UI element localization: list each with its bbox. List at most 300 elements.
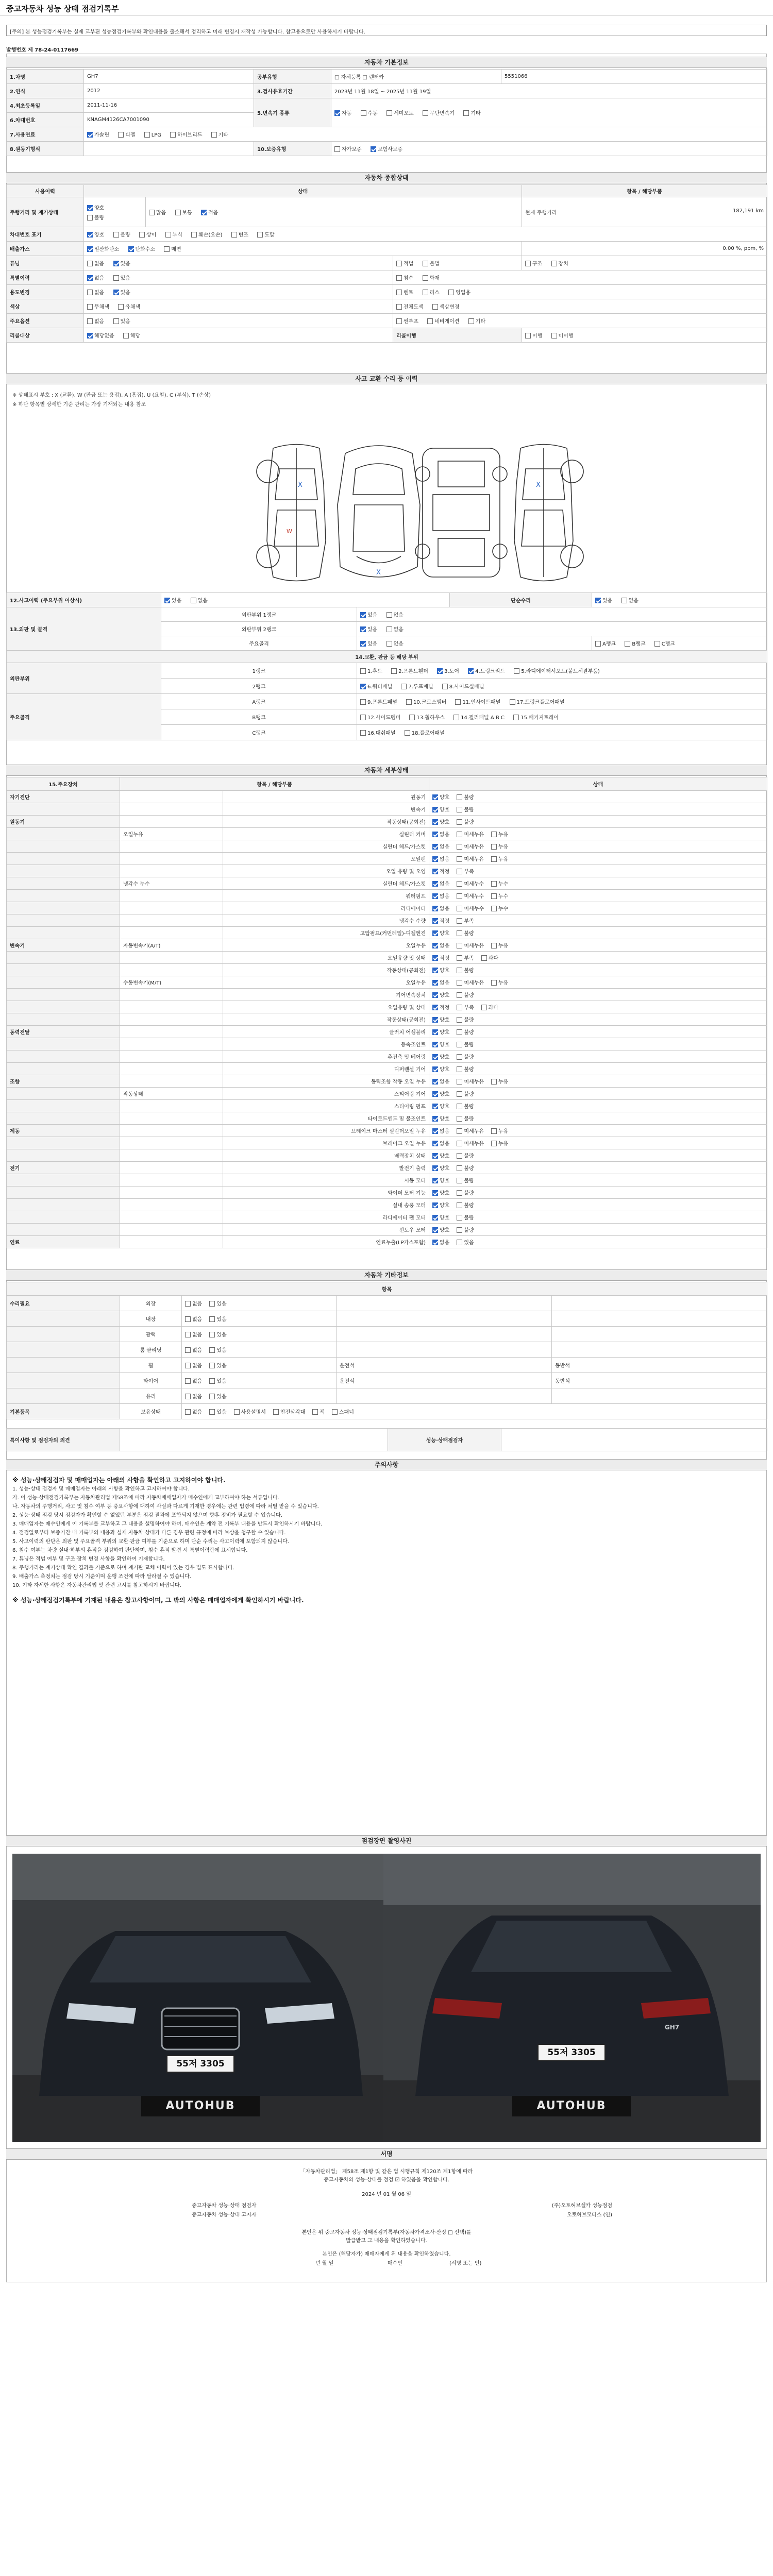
state-check[interactable] bbox=[457, 955, 462, 961]
state-check[interactable] bbox=[491, 881, 497, 887]
detail-part: 배력장치 상태 bbox=[223, 1149, 429, 1162]
state-check[interactable] bbox=[457, 1066, 462, 1072]
fuel-check-hybrid[interactable] bbox=[170, 132, 176, 138]
option-check-none[interactable] bbox=[87, 318, 93, 324]
detail-device bbox=[7, 902, 120, 914]
option-check-sunroof[interactable] bbox=[396, 318, 402, 324]
state-check[interactable] bbox=[432, 1066, 438, 1072]
frame-check-c[interactable] bbox=[654, 641, 660, 647]
mileage-check-few[interactable] bbox=[201, 210, 207, 215]
color-check-full-paint[interactable] bbox=[396, 304, 402, 310]
other-side-2: 동반석 bbox=[552, 1358, 767, 1373]
part-check-3[interactable] bbox=[437, 668, 443, 674]
mileage-check-normal[interactable] bbox=[175, 210, 181, 215]
other-option bbox=[185, 1394, 202, 1400]
state-check[interactable] bbox=[457, 856, 462, 862]
state-check[interactable] bbox=[457, 893, 462, 899]
part-check-8[interactable] bbox=[442, 684, 448, 689]
other-check[interactable] bbox=[185, 1316, 191, 1322]
front-photo bbox=[12, 1854, 390, 2142]
state-check[interactable] bbox=[432, 794, 438, 800]
notes-emphasis: ※ 성능·상태점검기록부에 기재된 내용은 참고사항이며, 그 밖의 사항은 매매업자에게 확인하시기 바랍니다. bbox=[12, 1597, 304, 1604]
other-check[interactable] bbox=[209, 1347, 215, 1353]
detail-row bbox=[7, 939, 767, 952]
emission-options: 일산화탄소 탄화수소 매연 bbox=[84, 242, 522, 256]
frame-check-b[interactable] bbox=[625, 641, 630, 647]
other-option-label: 있음 bbox=[216, 1363, 227, 1369]
state-label: 양호 bbox=[440, 1191, 450, 1196]
mileage-check-good[interactable] bbox=[87, 205, 93, 211]
detail-device bbox=[7, 828, 120, 840]
state-check[interactable] bbox=[432, 869, 438, 874]
state-label: 불량 bbox=[464, 1092, 474, 1097]
state-label: 없음 bbox=[440, 906, 450, 912]
emission-check-hc[interactable] bbox=[128, 246, 134, 252]
header-bar bbox=[0, 0, 773, 15]
state-check[interactable] bbox=[457, 844, 462, 850]
state-check[interactable] bbox=[432, 918, 438, 924]
state-check[interactable] bbox=[432, 1017, 438, 1023]
detail-sub bbox=[120, 989, 223, 1001]
state-check[interactable] bbox=[432, 1178, 438, 1183]
state-label: 없음 bbox=[440, 894, 450, 900]
basic-label-warranty: 10.보증유형 bbox=[254, 142, 331, 156]
state-check[interactable] bbox=[432, 1202, 438, 1208]
state-check[interactable] bbox=[457, 1178, 462, 1183]
vin-check-alter[interactable] bbox=[231, 232, 237, 238]
mileage-check-many[interactable] bbox=[149, 210, 155, 215]
state-option bbox=[432, 869, 449, 875]
detail-table bbox=[6, 777, 767, 1248]
part-check-14[interactable] bbox=[453, 715, 459, 720]
tuning-check-illegal[interactable] bbox=[423, 261, 428, 266]
state-check[interactable] bbox=[432, 1141, 438, 1146]
other-check[interactable] bbox=[185, 1378, 191, 1384]
part-check-2[interactable] bbox=[391, 668, 397, 674]
color-check-chromatic[interactable] bbox=[118, 304, 124, 310]
state-label: 없음 bbox=[440, 943, 450, 949]
frame-check-yes[interactable] bbox=[360, 641, 366, 647]
frame-check-a[interactable] bbox=[595, 641, 601, 647]
state-check[interactable] bbox=[432, 980, 438, 986]
accident-table bbox=[6, 592, 767, 740]
part-check-17[interactable] bbox=[510, 699, 515, 705]
panel1-check-no[interactable] bbox=[386, 612, 392, 618]
state-check[interactable] bbox=[432, 1042, 438, 1047]
state-check[interactable] bbox=[432, 1128, 438, 1134]
other-option bbox=[209, 1332, 226, 1338]
detail-part: 작동상태(공회전) bbox=[223, 816, 429, 828]
state-check[interactable] bbox=[491, 1141, 497, 1146]
state-option bbox=[432, 1005, 449, 1011]
part-check-4[interactable] bbox=[468, 668, 474, 674]
state-check[interactable] bbox=[491, 1079, 497, 1084]
recall-check-done[interactable] bbox=[525, 333, 531, 338]
part-check-10[interactable] bbox=[406, 699, 412, 705]
vin-check-bad[interactable] bbox=[113, 232, 119, 238]
vin-check-damage[interactable] bbox=[191, 232, 197, 238]
state-check[interactable] bbox=[432, 1104, 438, 1109]
detail-state bbox=[429, 939, 767, 952]
color-check-change[interactable] bbox=[432, 304, 438, 310]
other-check[interactable] bbox=[185, 1409, 191, 1415]
state-check[interactable] bbox=[432, 893, 438, 899]
usage-check-rent[interactable] bbox=[396, 290, 402, 295]
state-option bbox=[457, 919, 474, 924]
state-check[interactable] bbox=[491, 893, 497, 899]
part-check-12[interactable] bbox=[360, 715, 366, 720]
detail-row bbox=[7, 816, 767, 828]
other-check[interactable] bbox=[185, 1394, 191, 1399]
panel2-check-yes[interactable] bbox=[360, 626, 366, 632]
buyer-sign[interactable]: (서명 또는 인) bbox=[449, 2261, 482, 2266]
vin-check-rust[interactable] bbox=[165, 232, 171, 238]
detail-row bbox=[7, 1112, 767, 1125]
state-option bbox=[457, 807, 474, 813]
state-check[interactable] bbox=[491, 856, 497, 862]
other-side-2 bbox=[552, 1327, 767, 1342]
frame-check-no[interactable] bbox=[386, 641, 392, 647]
emission-check-co[interactable] bbox=[87, 246, 93, 252]
transmission-check-etc[interactable] bbox=[463, 110, 469, 116]
recall-check-undone[interactable] bbox=[551, 333, 557, 338]
other-check[interactable] bbox=[185, 1301, 191, 1307]
state-check[interactable] bbox=[432, 1005, 438, 1010]
state-check[interactable] bbox=[432, 955, 438, 961]
state-check[interactable] bbox=[432, 1240, 438, 1245]
panel1-check-yes[interactable] bbox=[360, 612, 366, 618]
panel-rank-1-options: 있음 없음 bbox=[357, 607, 767, 622]
detail-state bbox=[429, 1236, 767, 1248]
detail-device bbox=[7, 1224, 120, 1236]
other-extra-check[interactable] bbox=[234, 1409, 240, 1415]
state-check[interactable] bbox=[432, 992, 438, 998]
state-check[interactable] bbox=[457, 1054, 462, 1060]
state-check[interactable] bbox=[432, 968, 438, 973]
state-check[interactable] bbox=[457, 992, 462, 998]
other-check[interactable] bbox=[209, 1301, 215, 1307]
detail-state bbox=[429, 1088, 767, 1100]
part-check-18[interactable] bbox=[405, 730, 410, 736]
detail-device bbox=[7, 1211, 120, 1224]
state-check[interactable] bbox=[432, 1116, 438, 1122]
state-label: 양호 bbox=[440, 1166, 450, 1172]
state-check[interactable] bbox=[457, 1153, 462, 1159]
detail-row bbox=[7, 1224, 767, 1236]
other-check[interactable] bbox=[209, 1378, 215, 1384]
state-option bbox=[432, 1067, 449, 1073]
mileage-check-bad[interactable] bbox=[87, 215, 93, 221]
detail-state bbox=[429, 865, 767, 877]
state-check[interactable] bbox=[432, 832, 438, 837]
detail-part: 오일유량 및 상태 bbox=[223, 952, 429, 964]
state-check[interactable] bbox=[432, 1165, 438, 1171]
state-check[interactable] bbox=[457, 1079, 462, 1084]
state-check[interactable] bbox=[457, 794, 462, 800]
detail-device bbox=[7, 1187, 120, 1199]
state-option bbox=[432, 1055, 449, 1060]
other-option-label: 없음 bbox=[192, 1317, 203, 1323]
detail-sub bbox=[120, 803, 223, 816]
state-check[interactable] bbox=[457, 943, 462, 948]
special-check-flood[interactable] bbox=[396, 275, 402, 281]
state-check[interactable] bbox=[432, 1079, 438, 1084]
other-group bbox=[7, 1388, 120, 1404]
other-options bbox=[182, 1358, 337, 1373]
signature-block bbox=[6, 2164, 767, 2295]
other-check[interactable] bbox=[209, 1363, 215, 1368]
section-notes-title: 주의사항 bbox=[6, 1459, 767, 1470]
state-check[interactable] bbox=[432, 1153, 438, 1159]
other-option-label: 있음 bbox=[216, 1394, 227, 1400]
simple-check-no[interactable] bbox=[621, 598, 627, 603]
state-check[interactable] bbox=[432, 819, 438, 825]
state-check[interactable] bbox=[432, 1227, 438, 1233]
part-check-15[interactable] bbox=[513, 715, 519, 720]
part-check-1[interactable] bbox=[360, 668, 366, 674]
state-option bbox=[457, 882, 484, 887]
color-check-achromatic[interactable] bbox=[87, 304, 93, 310]
state-check[interactable] bbox=[432, 1215, 438, 1221]
mileage-value-cell bbox=[522, 197, 767, 227]
panel-frame-label: 13.외판 및 골격 bbox=[7, 607, 161, 651]
state-check[interactable] bbox=[432, 1029, 438, 1035]
tuning-check-yes[interactable] bbox=[113, 261, 119, 266]
option-check-etc[interactable] bbox=[468, 318, 474, 324]
state-check[interactable] bbox=[491, 1128, 497, 1134]
state-check[interactable] bbox=[457, 906, 462, 911]
state-check[interactable] bbox=[457, 1165, 462, 1171]
state-check[interactable] bbox=[432, 906, 438, 911]
state-check[interactable] bbox=[457, 819, 462, 825]
simple-repair-options: 있음 없음 bbox=[592, 593, 767, 607]
state-check[interactable] bbox=[491, 943, 497, 948]
detail-device: 원동기 bbox=[7, 816, 120, 828]
state-check[interactable] bbox=[457, 1017, 462, 1023]
detail-device bbox=[7, 1050, 120, 1063]
other-check[interactable] bbox=[209, 1394, 215, 1399]
state-option bbox=[432, 857, 449, 862]
vin-check-paint[interactable] bbox=[257, 232, 263, 238]
state-check[interactable] bbox=[432, 881, 438, 887]
part-check-16[interactable] bbox=[360, 730, 366, 736]
fuel-check-etc[interactable] bbox=[211, 132, 217, 138]
state-check[interactable] bbox=[457, 1005, 462, 1010]
state-check[interactable] bbox=[457, 807, 462, 812]
detail-device: 연료 bbox=[7, 1236, 120, 1248]
fuel-check-diesel[interactable] bbox=[118, 132, 124, 138]
state-check[interactable] bbox=[457, 1091, 462, 1097]
vin-check-good[interactable] bbox=[87, 232, 93, 238]
state-check[interactable] bbox=[457, 1240, 462, 1245]
state-check[interactable] bbox=[432, 1091, 438, 1097]
special-check-yes[interactable] bbox=[113, 275, 119, 281]
state-check[interactable] bbox=[432, 844, 438, 850]
note-line: 가. 이 성능·상태점검기록부는 자동차관리법 제58조에 따라 자동차매매업자가 매수인에게 교부하여야 하는 서류입니다. bbox=[12, 1495, 279, 1501]
usage-check-yes[interactable] bbox=[113, 290, 119, 295]
opinion-value[interactable] bbox=[120, 1429, 388, 1451]
detail-row bbox=[7, 1174, 767, 1187]
recall-check-na[interactable] bbox=[87, 333, 93, 338]
simple-check-yes[interactable] bbox=[595, 598, 601, 603]
svg-text:W: W bbox=[287, 528, 292, 535]
other-extra-label: 안전삼각대 bbox=[280, 1410, 306, 1415]
fuel-check-lpg[interactable] bbox=[144, 132, 150, 138]
state-check[interactable] bbox=[457, 968, 462, 973]
state-option bbox=[432, 1104, 449, 1110]
state-option bbox=[491, 857, 508, 862]
tuning-check-legal[interactable] bbox=[396, 261, 402, 266]
other-extra-check[interactable] bbox=[332, 1409, 338, 1415]
warranty-check-insurance[interactable] bbox=[371, 146, 376, 152]
note-line: 10. 기타 자세한 사항은 자동차관리법 및 관련 고시를 참고하시기 바랍니다. bbox=[12, 1583, 181, 1588]
other-check[interactable] bbox=[185, 1347, 191, 1353]
state-check[interactable] bbox=[481, 1005, 487, 1010]
part-check-6[interactable] bbox=[360, 684, 366, 689]
detail-part: 작동상태(공회전) bbox=[223, 1013, 429, 1026]
part-check-5[interactable] bbox=[514, 668, 519, 674]
other-extra-option bbox=[273, 1410, 305, 1415]
state-check[interactable] bbox=[457, 832, 462, 837]
transmission-options: 자동 수동 세미오토 무단변속기 기타 bbox=[331, 98, 767, 127]
state-check[interactable] bbox=[457, 1190, 462, 1196]
warranty-check-self[interactable] bbox=[334, 146, 340, 152]
fuel-check-gasoline[interactable] bbox=[87, 132, 93, 138]
emission-check-smoke[interactable] bbox=[164, 246, 170, 252]
state-check[interactable] bbox=[432, 1054, 438, 1060]
state-label: 양호 bbox=[440, 795, 450, 801]
part-check-7[interactable] bbox=[401, 684, 407, 689]
note-line: 2. 성능·상태 점검 당시 점검자가 확인할 수 없었던 부분은 점검 결과에 포함되지 않으며 향후 정비가 필요할 수 있습니다. bbox=[12, 1513, 282, 1518]
state-check[interactable] bbox=[457, 1227, 462, 1233]
state-check[interactable] bbox=[457, 930, 462, 936]
option-check-yes[interactable] bbox=[113, 318, 119, 324]
state-option bbox=[457, 1154, 474, 1159]
tuning-check-none[interactable] bbox=[87, 261, 93, 266]
tuning-check-structure[interactable] bbox=[525, 261, 531, 266]
detail-sub bbox=[120, 1125, 223, 1137]
other-extra-check[interactable] bbox=[273, 1409, 279, 1415]
state-check[interactable] bbox=[457, 1104, 462, 1109]
state-check[interactable] bbox=[432, 807, 438, 812]
part-check-11[interactable] bbox=[455, 699, 461, 705]
other-options bbox=[182, 1327, 337, 1342]
usage-check-lease[interactable] bbox=[423, 290, 428, 295]
state-check[interactable] bbox=[457, 918, 462, 924]
special-check-none[interactable] bbox=[87, 275, 93, 281]
mileage-value: 182,191 km bbox=[732, 208, 764, 214]
usage-check-none[interactable] bbox=[87, 290, 93, 295]
state-check[interactable] bbox=[432, 856, 438, 862]
state-label: 누유 bbox=[498, 943, 509, 949]
state-check[interactable] bbox=[432, 943, 438, 948]
state-check[interactable] bbox=[457, 881, 462, 887]
state-check[interactable] bbox=[491, 980, 497, 986]
accident-check-no[interactable] bbox=[191, 598, 196, 603]
transmission-check-manual[interactable] bbox=[361, 110, 366, 116]
car-right-side-diagram bbox=[484, 438, 603, 587]
transmission-check-auto[interactable] bbox=[334, 110, 340, 116]
other-check[interactable] bbox=[209, 1332, 215, 1337]
panel2-check-no[interactable] bbox=[386, 626, 392, 632]
state-check[interactable] bbox=[491, 906, 497, 911]
opinion-inspector-value[interactable] bbox=[501, 1429, 767, 1451]
tuning-check-device[interactable] bbox=[551, 261, 557, 266]
detail-row bbox=[7, 828, 767, 840]
other-check[interactable] bbox=[209, 1409, 215, 1415]
state-check[interactable] bbox=[457, 1141, 462, 1146]
transmission-check-cvt[interactable] bbox=[423, 110, 428, 116]
state-check[interactable] bbox=[457, 1215, 462, 1221]
vin-check-diff[interactable] bbox=[139, 232, 145, 238]
page-title: 중고자동차 성능 상태 점검기록부 bbox=[6, 4, 119, 13]
detail-part: 브레이크 마스터 실린더오일 누유 bbox=[223, 1125, 429, 1137]
state-check[interactable] bbox=[491, 844, 497, 850]
state-check[interactable] bbox=[457, 869, 462, 874]
sign-line-4: 발급받고 그 내용을 확인하였습니다. bbox=[346, 2238, 427, 2244]
state-label: 누유 bbox=[498, 1141, 509, 1147]
other-side-1 bbox=[337, 1342, 552, 1358]
state-check[interactable] bbox=[457, 980, 462, 986]
simple-repair-label: 단순수리 bbox=[450, 593, 592, 607]
part-check-13[interactable] bbox=[409, 715, 415, 720]
note-line: 나. 자동차의 주행거리, 사고 및 침수 여부 등 중요사항에 대하여 사실과 다르게 기재한 경우에는 관련 법령에 따라 처벌 받을 수 있습니다. bbox=[12, 1504, 319, 1510]
state-label: 양호 bbox=[440, 1030, 450, 1036]
usage-check-business[interactable] bbox=[448, 290, 454, 295]
special-check-fire[interactable] bbox=[423, 275, 428, 281]
state-check[interactable] bbox=[457, 1116, 462, 1122]
basic-label-type: 공부유형 bbox=[254, 70, 331, 84]
state-label: 불량 bbox=[464, 1203, 474, 1209]
state-option bbox=[457, 1178, 474, 1184]
detail-device bbox=[7, 865, 120, 877]
other-check[interactable] bbox=[209, 1316, 215, 1322]
state-check[interactable] bbox=[457, 1202, 462, 1208]
detail-device bbox=[7, 964, 120, 976]
part-check-9[interactable] bbox=[360, 699, 366, 705]
state-check[interactable] bbox=[457, 1042, 462, 1047]
accident-check-yes[interactable] bbox=[164, 598, 170, 603]
other-extra-check[interactable] bbox=[312, 1409, 318, 1415]
state-label: 없음 bbox=[440, 1240, 450, 1246]
emission-label: 배출가스 bbox=[7, 242, 84, 256]
detail-sub bbox=[120, 964, 223, 976]
state-check[interactable] bbox=[491, 832, 497, 837]
state-check[interactable] bbox=[432, 1190, 438, 1196]
other-part: 내장 bbox=[120, 1311, 182, 1327]
other-option-label: 있음 bbox=[216, 1379, 227, 1384]
detail-state bbox=[429, 902, 767, 914]
state-check[interactable] bbox=[481, 955, 487, 961]
recall-check-yes[interactable] bbox=[123, 333, 129, 338]
other-options bbox=[182, 1342, 337, 1358]
option-check-navi[interactable] bbox=[427, 318, 433, 324]
transmission-check-semi[interactable] bbox=[386, 110, 392, 116]
state-check[interactable] bbox=[457, 1029, 462, 1035]
state-check[interactable] bbox=[432, 930, 438, 936]
state-label: 없음 bbox=[440, 980, 450, 986]
other-row bbox=[7, 1373, 767, 1388]
detail-part: 동력조향 작동 오일 누유 bbox=[223, 1075, 429, 1088]
basic-value-inspection-period: 2023년 11월 18일 ~ 2025년 11월 19일 bbox=[331, 84, 767, 98]
other-check[interactable] bbox=[185, 1332, 191, 1337]
detail-part: 스티어링 기어 bbox=[223, 1088, 429, 1100]
other-check[interactable] bbox=[185, 1363, 191, 1368]
section-other-title: 자동차 기타정보 bbox=[6, 1269, 767, 1281]
state-check[interactable] bbox=[457, 1128, 462, 1134]
basic-value-first-reg: 2011-11-16 bbox=[84, 98, 254, 113]
state-label: 없음 bbox=[440, 1079, 450, 1085]
